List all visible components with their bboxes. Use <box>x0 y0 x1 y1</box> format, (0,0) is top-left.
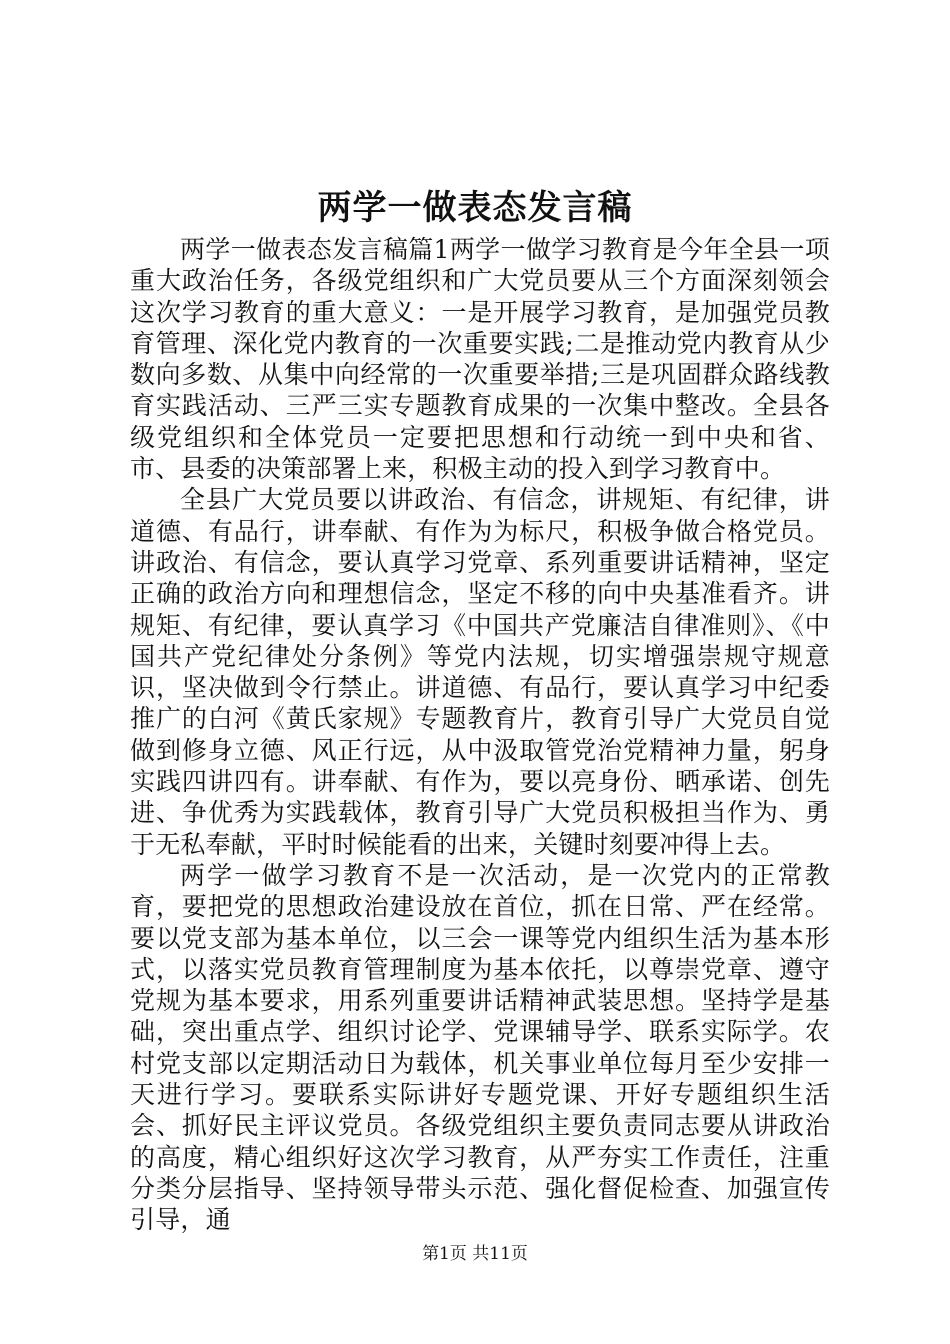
document-body <box>130 234 830 1236</box>
paragraph-1: 两学一做表态发言稿篇1两学一做学习教育是今年全县一项重大政治任务，各级党组织和广大党员要从三个方面深刻领会这次学习教育的重大意义：一是开展学习教育，是加强党员教育管理、深化党内教育的一次重要实践;二是推动党内教育从少数向多数、从集中向经常的一次重要举措;三是巩固群众路线教育实践活动、三严三实专题教育成果的一次集中整改。全县各级党组织和全体党员一定要把思想和行动统一到中央和省、市、县委的决策部署上来，积极主动的投入到学习教育中。 <box>130 235 830 484</box>
page-footer: 第1页 共11页 <box>422 1244 528 1264</box>
paragraph-2: 全县广大党员要以讲政治、有信念，讲规矩、有纪律，讲道德、有品行，讲奉献、有作为为标尺，积极争做合格党员。讲政治、有信念，要认真学习党章、系列重要讲话精神，坚定正确的政治方向和理想信念，坚定不移的向中央基准看齐。讲规矩、有纪律，要认真学习《中国共产党廉洁自律准则》、《中国共产党纪律处分条例》等党内法规，切实增强崇规守规意识，坚决做到令行禁止。讲道德、有品行，要认真学习中纪委推广的白河《黄氏家规》专题教育片，教育引导广大党员自觉做到修身立德、风正行远，从中汲取管党治党精神力量，躬身实践四讲四有。讲奉献、有作为，要以亮身份、晒承诺、创先进、争优秀为实践载体，教育引导广大党员积极担当作为、勇于无私奉献，平时时候能看的出来，关键时刻要冲得上去。 <box>130 485 830 859</box>
document-title: 两学一做表态发言稿 <box>317 188 633 228</box>
paragraph-3: 两学一做学习教育不是一次活动，是一次党内的正常教育，要把党的思想政治建设放在首位，抓在日常、严在经常。要以党支部为基本单位，以三会一课等党内组织生活为基本形式，以落实党员教育管理制度为基本依托，以尊崇党章、遵守党规为基本要求，用系列重要讲话精神武装思想。坚持学是基础，突出重点学、组织讨论学、党课辅导学、联系实际学。农村党支部以定期活动日为载体，机关事业单位每月至少安排一天进行学习。要联系实际讲好专题党课、开好专题组织生活会、抓好民主评议党员。各级党组织主要负责同志要从讲政治的高度，精心组织好这次学习教育，从严夯实工作责任，注重分类分层指导、坚持领导带头示范、强化督促检查、加强宣传引导，通 <box>130 860 830 1235</box>
